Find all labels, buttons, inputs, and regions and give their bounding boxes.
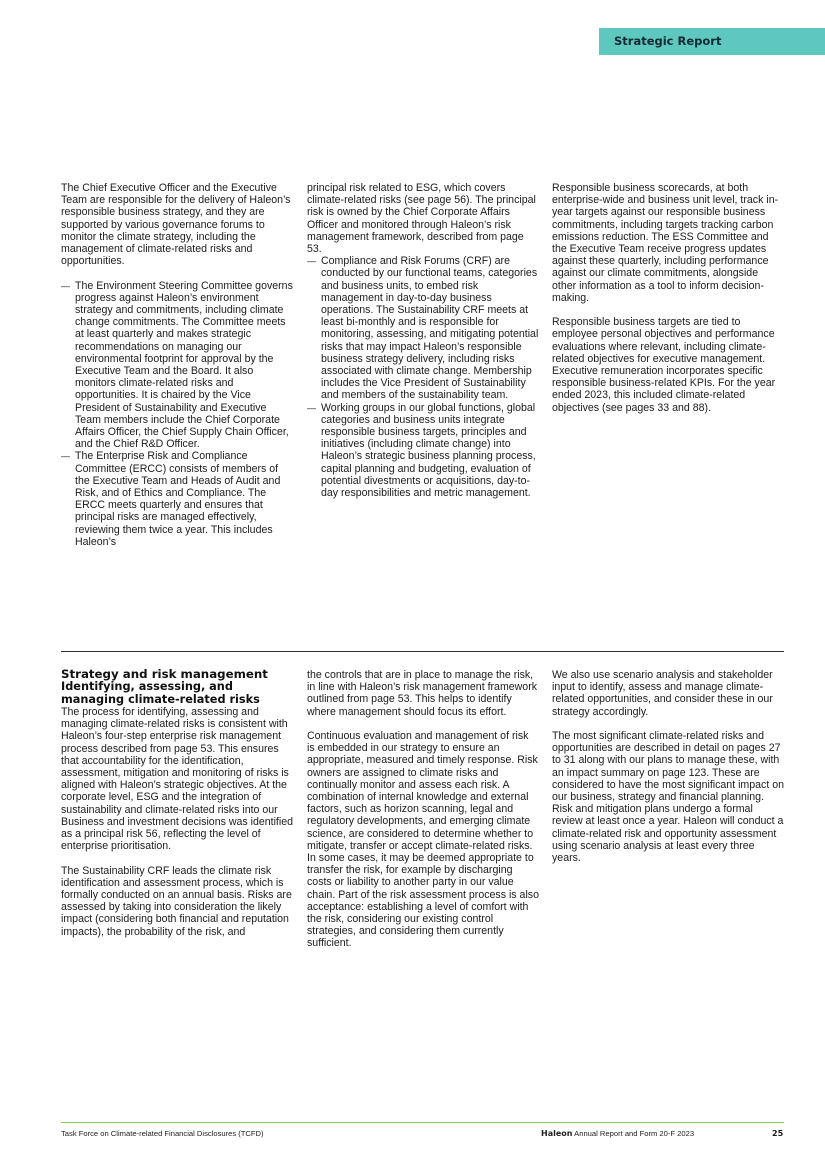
section-divider <box>61 651 784 652</box>
process-paragraph: The process for identifying, assessing and managing climate-related risks is consistent with Haleon’s four-step enterprise risk management process described from page 53. This ensures that accountability for the identification, assessment, mitigation and monitoring of risks is aligned with Haleon’s strategic objectives. At the corporate level, ESG and the integration of sustainability and climate-related risks into our Business and investment decisions was identified as a principal risk 56, reflecting the level of enterprise prioritisation. <box>61 706 294 853</box>
governance-bullet-list-2 <box>307 182 539 499</box>
governance-intro: The Chief Executive Officer and the Executive Team are responsible for the delivery of Haleon’s responsible business strategy, and they are supported by various governance forums to monitor the climate strategy, including the management of climate-related risks and opportunities. <box>61 182 291 268</box>
governance-column-1 <box>61 182 293 560</box>
crf-paragraph: The Sustainability CRF leads the climate risk identification and assessment process, which is formally conducted on an annual basis. Risks are assessed by taking into consideration the likely impact (considering both financial and reputation impacts), the probability of the risk, and <box>61 864 292 938</box>
significant-risks-paragraph: The most significant climate-related risks and opportunities are described in detail on pages 27 to 31 along with our plans to manage these, with an impact summary on page 123. These are considered to have the most significant impact on our business, strategy and financial planning. Risk and mitigation plans undergo a formal review at least once a year. Haleon will conduct a climate-related risk and opportunity assessment using scenario analysis at least every three years. <box>552 730 785 865</box>
page-number: 25 <box>772 1129 784 1138</box>
brand-logo-text: Haleon <box>541 1129 573 1138</box>
list-item: — Working groups in our global functions, global categories and business units integrate responsible business targets, principles and initiatives (including climate change) into Haleon’s strategic business planning process, capital planning and budgeting, evaluation of potential divestments or acquisitions, day-to-day responsibilities and metric management. <box>307 402 539 500</box>
governance-bullet-list-1 <box>61 280 293 548</box>
footer-rule <box>61 1122 784 1123</box>
targets-paragraph: Responsible business targets are tied to employee personal objectives and performance evaluations where relevant, including climate-related objectives for executive management. Executive remuneration incorporates specific responsible business-related KPIs. For the year ended 2023, this included climate-related objectives (see pages 33 and 88). <box>552 316 776 414</box>
scenario-paragraph: We also use scenario analysis and stakeholder input to identify, assess and manage climate-related opportunities, and consider these in our strategy accordingly. <box>552 669 773 718</box>
footer-report-title <box>541 1129 694 1138</box>
evaluation-paragraph: Continuous evaluation and management of risk is embedded in our strategy to ensure an appropriate, measured and timely response. Risk owners are assigned to climate risks and continually monitor and assess each risk. A combination of internal knowledge and external factors, such as horizon scanning, legal and regulatory developments, and emerging climate science, are considered to determine whether to mitigate, transfer or accept climate-related risks. In some cases, it may be deemed appropriate to transfer the risk, for example by discharging costs or liability to another party in our value chain. Part of the risk assessment process is also acceptance: establishing a level of comfort with the risk, considering our existing control strategies, and considering them currently sufficient. <box>307 730 539 950</box>
report-name: Annual Report and Form 20-F 2023 <box>574 1129 695 1138</box>
list-item: — Compliance and Risk Forums (CRF) are conducted by our functional teams, categories and business units, to embed risk management in day-to-day business operations. The Sustainability CRF meets at least bi-monthly and is responsible for monitoring, assessing, and mitigating potential risks that may impact Haleon’s responsible business strategy delivery, including risks associated with climate change. Membership includes the Vice President of Sustainability and members of the sustainability team. <box>307 255 539 401</box>
footer-section-title: Task Force on Climate-related Financial Disclosures (TCFD) <box>61 1129 264 1138</box>
controls-paragraph: the controls that are in place to manage the risk, in line with Haleon’s risk management framework outlined from page 53. This helps to identify where management should focus its effort. <box>307 669 538 718</box>
section-subheading: Identifying, assessing, and managing climate-related risks <box>61 680 260 706</box>
list-item: — The Enterprise Risk and Compliance Committee (ERCC) consists of members of the Executive Team and Heads of Audit and Risk, and of Ethics and Compliance. The ERCC meets quarterly and ensures that principal risks are managed effectively, reviewing them twice a year. This includes Haleon’s <box>61 450 293 548</box>
list-item: principal risk related to ESG, which covers climate-related risks (see page 56). The principal risk is owned by the Chief Corporate Affairs Officer and monitored through Haleon’s risk management framework, described from page 53. <box>307 182 536 256</box>
governance-column-3 <box>552 182 784 414</box>
strategy-column-2 <box>307 669 539 950</box>
strategy-column-1 <box>61 668 293 938</box>
strategy-column-3 <box>552 669 784 864</box>
section-tab: Strategic Report <box>599 28 825 55</box>
list-item: — The Environment Steering Committee governs progress against Haleon’s environment strategy and commitments, including climate change commitments. The Committee meets at least quarterly and makes strategic recommendations on managing our environmental footprint for approval by the Executive Team and the Board. It also monitors climate-related risks and opportunities. It is chaired by the Vice President of Sustainability and Executive Team members include the Chief Corporate Affairs Officer, the Chief Supply Chain Officer, and the Chief R&D Officer. <box>61 280 293 451</box>
scorecards-paragraph: Responsible business scorecards, at both enterprise-wide and business unit level, track in-year targets against our responsible business commitments, including targets tracking carbon emissions reduction. The ESS Committee and the Executive Team receive progress updates against these quarterly, including performance against our climate commitments, alongside other information as a tool to inform decision-making. <box>552 182 779 304</box>
governance-column-2 <box>307 182 539 511</box>
section-heading: Strategy and risk management <box>61 667 268 681</box>
